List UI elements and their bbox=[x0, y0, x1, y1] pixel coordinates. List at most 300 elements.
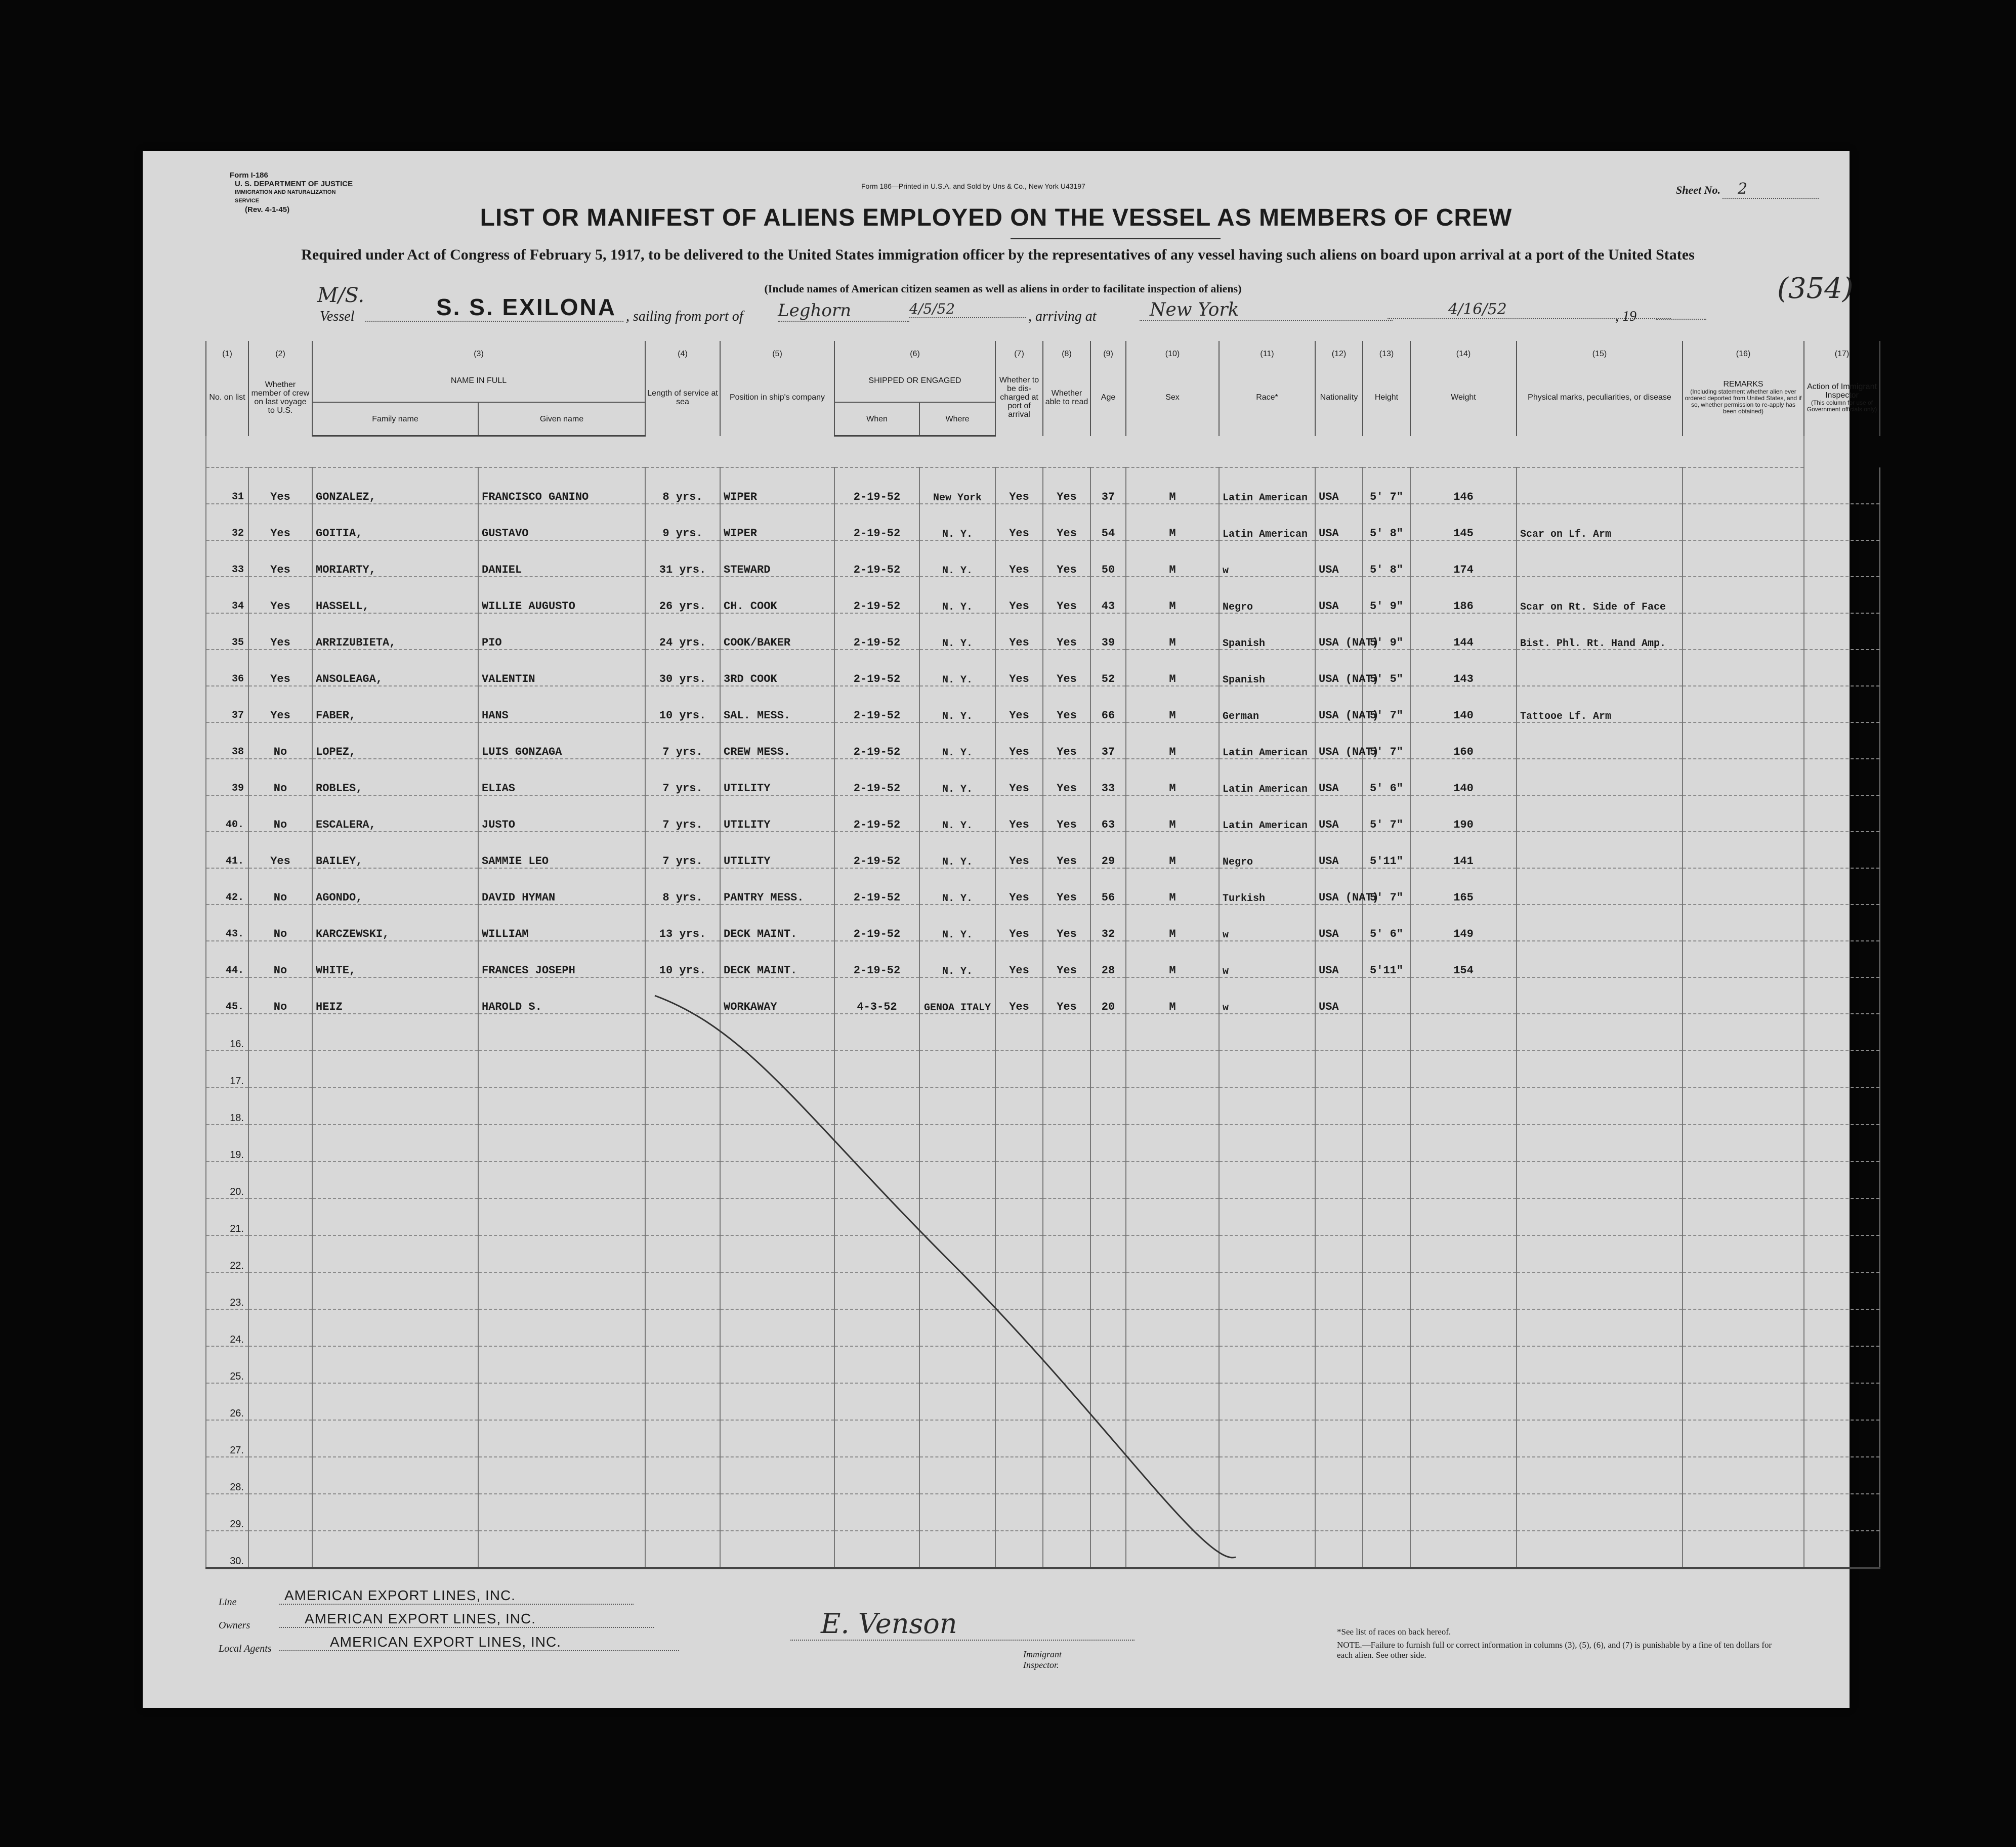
family-name-cell: WHITE, bbox=[312, 941, 478, 977]
weight-cell: 154 bbox=[1410, 941, 1517, 977]
header-no-on-list: No. on list bbox=[206, 359, 248, 436]
row-number: 32 bbox=[206, 504, 248, 540]
able-read-cell: Yes bbox=[1043, 868, 1090, 905]
position-cell: CH. COOK bbox=[720, 577, 834, 613]
given-name-cell: GUSTAVO bbox=[478, 504, 645, 540]
family-name-cell: ARRIZUBIETA, bbox=[312, 613, 478, 650]
height-cell: 5' 8" bbox=[1363, 504, 1410, 540]
col-num-4: (4) bbox=[645, 341, 720, 359]
nationality-cell: USA bbox=[1315, 977, 1363, 1014]
age-cell: 63 bbox=[1090, 795, 1126, 832]
race-cell: Latin American bbox=[1219, 722, 1315, 759]
discharged-cell: Yes bbox=[995, 941, 1043, 977]
footnotes bbox=[1337, 1627, 1782, 1660]
vessel-annotation: M/S. bbox=[317, 284, 365, 307]
cancel-stroke bbox=[143, 151, 1850, 1708]
row-number: 29. bbox=[206, 1494, 248, 1531]
owners-label: Owners bbox=[219, 1620, 250, 1631]
nationality-cell: USA bbox=[1315, 905, 1363, 941]
header-sex: Sex bbox=[1126, 359, 1219, 436]
shipped-where-cell: N. Y. bbox=[919, 686, 995, 722]
nationality-cell: USA bbox=[1315, 540, 1363, 577]
shipped-when-cell: 2-19-52 bbox=[834, 941, 919, 977]
last-voyage-cell: Yes bbox=[248, 577, 312, 613]
height-cell: 5' 5" bbox=[1363, 650, 1410, 686]
race-cell: Latin American bbox=[1219, 795, 1315, 832]
row-number: 27. bbox=[206, 1420, 248, 1457]
shipped-when-cell: 2-19-52 bbox=[834, 759, 919, 795]
row-number: 42. bbox=[206, 868, 248, 905]
position-cell: COOK/BAKER bbox=[720, 613, 834, 650]
given-name-cell: ELIAS bbox=[478, 759, 645, 795]
department: U. S. DEPARTMENT OF JUSTICE bbox=[235, 180, 353, 188]
height-cell: 5' 6" bbox=[1363, 905, 1410, 941]
header-last-voyage: Whether member of crew on last voyage to U.S. bbox=[248, 359, 312, 436]
col-num-5: (5) bbox=[720, 341, 834, 359]
age-cell: 43 bbox=[1090, 577, 1126, 613]
header-able-read: Whether able to read bbox=[1043, 359, 1090, 436]
sex-cell: M bbox=[1126, 540, 1219, 577]
height-cell: 5' 7" bbox=[1363, 868, 1410, 905]
age-cell: 66 bbox=[1090, 686, 1126, 722]
nationality-cell: USA (NAT) bbox=[1315, 650, 1363, 686]
include-note: (Include names of American citizen seamen as well as aliens in order to facilitate inspection of aliens) bbox=[764, 282, 1242, 295]
last-voyage-cell: Yes bbox=[248, 613, 312, 650]
row-number: 20. bbox=[206, 1162, 248, 1198]
row-number: 35 bbox=[206, 613, 248, 650]
able-read-cell: Yes bbox=[1043, 759, 1090, 795]
shipped-when-cell: 2-19-52 bbox=[834, 795, 919, 832]
last-voyage-cell: Yes bbox=[248, 832, 312, 868]
race-cell: w bbox=[1219, 540, 1315, 577]
nationality-cell: USA bbox=[1315, 504, 1363, 540]
weight-cell: 160 bbox=[1410, 722, 1517, 759]
age-cell: 37 bbox=[1090, 722, 1126, 759]
able-read-cell: Yes bbox=[1043, 795, 1090, 832]
row-number: 39 bbox=[206, 759, 248, 795]
height-cell: 5' 7" bbox=[1363, 467, 1410, 504]
last-voyage-cell: No bbox=[248, 795, 312, 832]
agents-value: AMERICAN EXPORT LINES, INC. bbox=[279, 1634, 679, 1651]
row-number: 37 bbox=[206, 686, 248, 722]
sailing-label: , sailing from port of bbox=[626, 309, 743, 324]
race-cell: Latin American bbox=[1219, 504, 1315, 540]
age-cell: 32 bbox=[1090, 905, 1126, 941]
height-cell: 5' 6" bbox=[1363, 759, 1410, 795]
shipped-when-cell: 2-19-52 bbox=[834, 686, 919, 722]
shipped-where-cell: GENOA ITALY bbox=[919, 977, 995, 1014]
service-length-cell: 10 yrs. bbox=[645, 941, 720, 977]
shipped-where-cell: N. Y. bbox=[919, 759, 995, 795]
header-where: Where bbox=[919, 402, 995, 436]
age-cell: 50 bbox=[1090, 540, 1126, 577]
given-name-cell: LUIS GONZAGA bbox=[478, 722, 645, 759]
given-name-cell: FRANCISCO GANINO bbox=[478, 467, 645, 504]
header-when: When bbox=[834, 402, 919, 436]
shipped-when-cell: 2-19-52 bbox=[834, 868, 919, 905]
line-value: AMERICAN EXPORT LINES, INC. bbox=[279, 1587, 634, 1605]
height-cell: 5'11" bbox=[1363, 941, 1410, 977]
sex-cell: M bbox=[1126, 905, 1219, 941]
given-name-cell: WILLIAM bbox=[478, 905, 645, 941]
sailing-port: Leghorn bbox=[778, 300, 909, 322]
family-name-cell: MORIARTY, bbox=[312, 540, 478, 577]
header-weight: Weight bbox=[1410, 359, 1517, 436]
weight-cell: 141 bbox=[1410, 832, 1517, 868]
row-number: 28. bbox=[206, 1457, 248, 1494]
weight-cell: 140 bbox=[1410, 686, 1517, 722]
family-name-cell: LOPEZ, bbox=[312, 722, 478, 759]
header-age: Age bbox=[1090, 359, 1126, 436]
header-discharged: Whether to be dis-charged at port of arrival bbox=[995, 359, 1043, 436]
row-number: 26. bbox=[206, 1383, 248, 1420]
row-number: 38 bbox=[206, 722, 248, 759]
able-read-cell: Yes bbox=[1043, 686, 1090, 722]
family-name-cell: ESCALERA, bbox=[312, 795, 478, 832]
weight-cell: 149 bbox=[1410, 905, 1517, 941]
inspector-label: Immigrant Inspector. bbox=[1023, 1649, 1062, 1670]
height-cell: 5' 8" bbox=[1363, 540, 1410, 577]
weight-cell: 174 bbox=[1410, 540, 1517, 577]
shipped-where-cell: N. Y. bbox=[919, 905, 995, 941]
position-cell: STEWARD bbox=[720, 540, 834, 577]
race-cell: Spanish bbox=[1219, 613, 1315, 650]
given-name-cell: DANIEL bbox=[478, 540, 645, 577]
service-length-cell: 13 yrs. bbox=[645, 905, 720, 941]
shipped-where-cell: N. Y. bbox=[919, 795, 995, 832]
remarks-title: REMARKS bbox=[1723, 380, 1763, 389]
shipped-when-cell: 2-19-52 bbox=[834, 504, 919, 540]
weight-cell: 144 bbox=[1410, 613, 1517, 650]
vessel-label: Vessel bbox=[320, 309, 355, 324]
shipped-when-cell: 2-19-52 bbox=[834, 467, 919, 504]
discharged-cell: Yes bbox=[995, 977, 1043, 1014]
discharged-cell: Yes bbox=[995, 540, 1043, 577]
weight-cell: 190 bbox=[1410, 795, 1517, 832]
given-name-cell: PIO bbox=[478, 613, 645, 650]
shipped-when-cell: 4-3-52 bbox=[834, 977, 919, 1014]
discharged-cell: Yes bbox=[995, 467, 1043, 504]
header-shipped: SHIPPED OR ENGAGED bbox=[834, 359, 995, 402]
position-cell: CREW MESS. bbox=[720, 722, 834, 759]
nationality-cell: USA (NAT) bbox=[1315, 686, 1363, 722]
header-position: Position in ship's company bbox=[720, 359, 834, 436]
position-cell: UTILITY bbox=[720, 795, 834, 832]
age-cell: 28 bbox=[1090, 941, 1126, 977]
age-cell: 20 bbox=[1090, 977, 1126, 1014]
race-cell: w bbox=[1219, 905, 1315, 941]
able-read-cell: Yes bbox=[1043, 650, 1090, 686]
height-cell: 5'11" bbox=[1363, 832, 1410, 868]
sex-cell: M bbox=[1126, 467, 1219, 504]
company-block bbox=[219, 1587, 725, 1657]
col-num-1: (1) bbox=[206, 341, 248, 359]
header-given-name: Given name bbox=[478, 402, 645, 436]
sheet-value: 2 bbox=[1723, 180, 1819, 199]
row-number: 25. bbox=[206, 1346, 248, 1383]
line-label: Line bbox=[219, 1597, 237, 1608]
last-voyage-cell: No bbox=[248, 941, 312, 977]
height-cell: 5' 9" bbox=[1363, 577, 1410, 613]
discharged-cell: Yes bbox=[995, 868, 1043, 905]
weight-cell: 140 bbox=[1410, 759, 1517, 795]
row-number: 43. bbox=[206, 905, 248, 941]
position-cell: DECK MAINT. bbox=[720, 941, 834, 977]
age-cell: 39 bbox=[1090, 613, 1126, 650]
shipped-where-cell: N. Y. bbox=[919, 832, 995, 868]
physical-marks-cell: Tattooe Lf. Arm bbox=[1517, 686, 1683, 722]
service-length-cell: 31 yrs. bbox=[645, 540, 720, 577]
service-length-cell: 7 yrs. bbox=[645, 722, 720, 759]
col-num-14: (14) bbox=[1410, 341, 1517, 359]
last-voyage-cell: Yes bbox=[248, 540, 312, 577]
position-cell: WIPER bbox=[720, 504, 834, 540]
col-num-12: (12) bbox=[1315, 341, 1363, 359]
able-read-cell: Yes bbox=[1043, 722, 1090, 759]
row-number: 31 bbox=[206, 467, 248, 504]
given-name-cell: DAVID HYMAN bbox=[478, 868, 645, 905]
manifest-sheet bbox=[143, 151, 1877, 1708]
nationality-cell: USA bbox=[1315, 832, 1363, 868]
family-name-cell: KARCZEWSKI, bbox=[312, 905, 478, 941]
sex-cell: M bbox=[1126, 686, 1219, 722]
col-num-13: (13) bbox=[1363, 341, 1410, 359]
row-number: 41. bbox=[206, 832, 248, 868]
col-num-15: (15) bbox=[1517, 341, 1683, 359]
last-voyage-cell: No bbox=[248, 722, 312, 759]
col-num-16: (16) bbox=[1683, 341, 1804, 359]
nationality-cell: USA bbox=[1315, 941, 1363, 977]
weight-cell: 143 bbox=[1410, 650, 1517, 686]
family-name-cell: HEIZ bbox=[312, 977, 478, 1014]
nationality-cell: USA (NAT) bbox=[1315, 722, 1363, 759]
service-length-cell: 8 yrs. bbox=[645, 467, 720, 504]
row-number: 18. bbox=[206, 1088, 248, 1125]
discharged-cell: Yes bbox=[995, 722, 1043, 759]
race-cell: w bbox=[1219, 941, 1315, 977]
footer-rule bbox=[205, 1567, 1880, 1569]
sheet-label: Sheet No. bbox=[1676, 184, 1720, 196]
action-note: (This column for use of Government officials only) bbox=[1807, 399, 1877, 413]
inspector-signature: E. Venson bbox=[790, 1608, 1135, 1641]
last-voyage-cell: No bbox=[248, 868, 312, 905]
race-cell: German bbox=[1219, 686, 1315, 722]
row-number: 34 bbox=[206, 577, 248, 613]
row-number: 21. bbox=[206, 1198, 248, 1235]
last-voyage-cell: Yes bbox=[248, 686, 312, 722]
position-cell: WIPER bbox=[720, 467, 834, 504]
shipped-where-cell: N. Y. bbox=[919, 540, 995, 577]
height-cell: 5' 7" bbox=[1363, 722, 1410, 759]
page-stamp: (354) bbox=[1777, 272, 1854, 305]
age-cell: 54 bbox=[1090, 504, 1126, 540]
position-cell: UTILITY bbox=[720, 832, 834, 868]
row-number: 33 bbox=[206, 540, 248, 577]
last-voyage-cell: No bbox=[248, 759, 312, 795]
given-name-cell: VALENTIN bbox=[478, 650, 645, 686]
able-read-cell: Yes bbox=[1043, 941, 1090, 977]
sex-cell: M bbox=[1126, 941, 1219, 977]
discharged-cell: Yes bbox=[995, 613, 1043, 650]
service-length-cell: 10 yrs. bbox=[645, 686, 720, 722]
header-physical-marks: Physical marks, peculiarities, or disease bbox=[1517, 359, 1683, 436]
age-cell: 29 bbox=[1090, 832, 1126, 868]
given-name-cell: HAROLD S. bbox=[478, 977, 645, 1014]
family-name-cell: GONZALEZ, bbox=[312, 467, 478, 504]
able-read-cell: Yes bbox=[1043, 613, 1090, 650]
row-number: 30. bbox=[206, 1531, 248, 1568]
requirement-text: Required under Act of Congress of February 5, 1917, to be delivered to the United States immigration officer by the representatives of any vessel having such aliens on board upon arrival at a port of the United States bbox=[301, 246, 1695, 263]
discharged-cell: Yes bbox=[995, 577, 1043, 613]
sex-cell: M bbox=[1126, 504, 1219, 540]
height-cell: 5' 7" bbox=[1363, 795, 1410, 832]
row-number: 24. bbox=[206, 1309, 248, 1346]
discharged-cell: Yes bbox=[995, 686, 1043, 722]
arriving-date: 4/16/52 bbox=[1388, 300, 1671, 319]
col-num-7: (7) bbox=[995, 341, 1043, 359]
row-number: 44. bbox=[206, 941, 248, 977]
last-voyage-cell: No bbox=[248, 977, 312, 1014]
last-voyage-cell: No bbox=[248, 905, 312, 941]
shipped-where-cell: N. Y. bbox=[919, 941, 995, 977]
row-number: 16. bbox=[206, 1014, 248, 1051]
discharged-cell: Yes bbox=[995, 905, 1043, 941]
weight-cell: 146 bbox=[1410, 467, 1517, 504]
weight-cell: 145 bbox=[1410, 504, 1517, 540]
row-number: 36 bbox=[206, 650, 248, 686]
shipped-where-cell: N. Y. bbox=[919, 613, 995, 650]
year-label: , 19 bbox=[1615, 309, 1636, 324]
col-num-10: (10) bbox=[1126, 341, 1219, 359]
sex-cell: M bbox=[1126, 613, 1219, 650]
shipped-when-cell: 2-19-52 bbox=[834, 832, 919, 868]
shipped-when-cell: 2-19-52 bbox=[834, 540, 919, 577]
nationality-cell: USA bbox=[1315, 795, 1363, 832]
col-num-11: (11) bbox=[1219, 341, 1315, 359]
able-read-cell: Yes bbox=[1043, 540, 1090, 577]
race-cell: Negro bbox=[1219, 832, 1315, 868]
family-name-cell: FABER, bbox=[312, 686, 478, 722]
service-length-cell: 26 yrs. bbox=[645, 577, 720, 613]
race-cell: Latin American bbox=[1219, 467, 1315, 504]
discharged-cell: Yes bbox=[995, 650, 1043, 686]
able-read-cell: Yes bbox=[1043, 504, 1090, 540]
sailing-date: 4/5/52 bbox=[909, 300, 1026, 318]
row-number: 22. bbox=[206, 1235, 248, 1272]
service-length-cell: 30 yrs. bbox=[645, 650, 720, 686]
last-voyage-cell: Yes bbox=[248, 504, 312, 540]
arriving-label: , arriving at bbox=[1028, 309, 1097, 324]
shipped-when-cell: 2-19-52 bbox=[834, 613, 919, 650]
family-name-cell: HASSELL, bbox=[312, 577, 478, 613]
discharged-cell: Yes bbox=[995, 504, 1043, 540]
col-num-17: (17) bbox=[1804, 341, 1880, 359]
service-length-cell: 7 yrs. bbox=[645, 759, 720, 795]
row-number: 40. bbox=[206, 795, 248, 832]
age-cell: 33 bbox=[1090, 759, 1126, 795]
owners-value: AMERICAN EXPORT LINES, INC. bbox=[279, 1611, 654, 1628]
position-cell: UTILITY bbox=[720, 759, 834, 795]
given-name-cell: JUSTO bbox=[478, 795, 645, 832]
weight-cell: 186 bbox=[1410, 577, 1517, 613]
position-cell: DECK MAINT. bbox=[720, 905, 834, 941]
shipped-where-cell: N. Y. bbox=[919, 577, 995, 613]
row-number: 19. bbox=[206, 1125, 248, 1162]
given-name-cell: HANS bbox=[478, 686, 645, 722]
page-title: LIST OR MANIFEST OF ALIENS EMPLOYED ON THE VESSEL AS MEMBERS OF CREW bbox=[480, 204, 1513, 231]
height-cell: 5' 7" bbox=[1363, 686, 1410, 722]
col-num-2: (2) bbox=[248, 341, 312, 359]
shipped-where-cell: N. Y. bbox=[919, 722, 995, 759]
printer-line: Form 186—Printed in U.S.A. and Sold by Uns & Co., New York U43197 bbox=[861, 182, 1085, 190]
service-length-cell: 7 yrs. bbox=[645, 795, 720, 832]
sex-cell: M bbox=[1126, 832, 1219, 868]
race-cell: w bbox=[1219, 977, 1315, 1014]
sex-cell: M bbox=[1126, 977, 1219, 1014]
header-height: Height bbox=[1363, 359, 1410, 436]
race-note: *See list of races on back hereof. bbox=[1337, 1627, 1451, 1637]
header-family-name: Family name bbox=[312, 402, 478, 436]
given-name-cell: SAMMIE LEO bbox=[478, 832, 645, 868]
able-read-cell: Yes bbox=[1043, 577, 1090, 613]
remarks-note: (Including statement whether alien ever ordered deported from United States, and if so, whether permission to re-apply has been obtained) bbox=[1685, 388, 1802, 415]
sex-cell: M bbox=[1126, 722, 1219, 759]
race-cell: Spanish bbox=[1219, 650, 1315, 686]
header-length-service: Length of service at sea bbox=[645, 359, 720, 436]
form-number: Form I-186 bbox=[230, 171, 268, 180]
inspector-block bbox=[790, 1603, 1094, 1670]
able-read-cell: Yes bbox=[1043, 977, 1090, 1014]
vessel-name: S. S. EXILONA bbox=[365, 293, 623, 322]
service: IMMIGRATION AND NATURALIZATION SERVICE bbox=[235, 189, 336, 204]
position-cell: PANTRY MESS. bbox=[720, 868, 834, 905]
row-number: 45. bbox=[206, 977, 248, 1014]
last-voyage-cell: Yes bbox=[248, 467, 312, 504]
service-length-cell: 7 yrs. bbox=[645, 832, 720, 868]
sex-cell: M bbox=[1126, 759, 1219, 795]
nationality-cell: USA (NAT) bbox=[1315, 613, 1363, 650]
race-cell: Latin American bbox=[1219, 759, 1315, 795]
shipped-where-cell: N. Y. bbox=[919, 868, 995, 905]
given-name-cell: WILLIE AUGUSTO bbox=[478, 577, 645, 613]
service-length-cell: 8 yrs. bbox=[645, 868, 720, 905]
position-cell: SAL. MESS. bbox=[720, 686, 834, 722]
header-race: Race* bbox=[1219, 359, 1315, 436]
discharged-cell: Yes bbox=[995, 759, 1043, 795]
revision: (Rev. 4-1-45) bbox=[245, 205, 290, 214]
col-num-8: (8) bbox=[1043, 341, 1090, 359]
nationality-cell: USA bbox=[1315, 577, 1363, 613]
height-cell: 5' 9" bbox=[1363, 613, 1410, 650]
discharged-cell: Yes bbox=[995, 795, 1043, 832]
family-name-cell: ANSOLEAGA, bbox=[312, 650, 478, 686]
age-cell: 37 bbox=[1090, 467, 1126, 504]
penalty-note: NOTE.—Failure to furnish full or correct information in columns (3), (5), (6), and (7) is punishable by a fine of ten dollars for each alien. See other side. bbox=[1337, 1640, 1772, 1660]
sex-cell: M bbox=[1126, 868, 1219, 905]
position-cell: 3RD COOK bbox=[720, 650, 834, 686]
header-name-in-full: NAME IN FULL bbox=[312, 359, 645, 402]
service-length-cell: 24 yrs. bbox=[645, 613, 720, 650]
header-nationality: Nationality bbox=[1315, 359, 1363, 436]
physical-marks-cell: Bist. Phl. Rt. Hand Amp. bbox=[1517, 613, 1683, 650]
sex-cell: M bbox=[1126, 577, 1219, 613]
col-num-3: (3) bbox=[312, 341, 645, 359]
row-number: 23. bbox=[206, 1272, 248, 1309]
family-name-cell: ROBLES, bbox=[312, 759, 478, 795]
weight-cell: 165 bbox=[1410, 868, 1517, 905]
shipped-where-cell: New York bbox=[919, 467, 995, 504]
row-number: 17. bbox=[206, 1051, 248, 1088]
